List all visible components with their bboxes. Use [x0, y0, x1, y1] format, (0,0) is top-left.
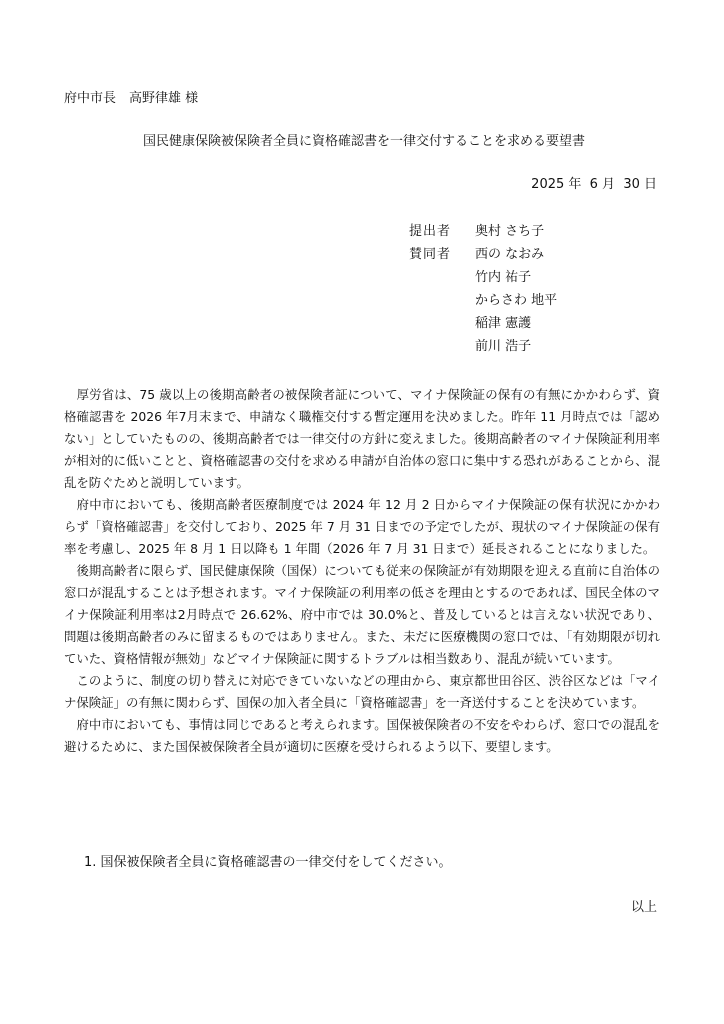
body-paragraph: 府中市においても、後期高齢者医療制度では 2024 年 12 月 2 日からマイナ保険証の保有状況にかかわらず「資格確認書」を交付しており、2025 年 7 月 31 日までの予定でしたが、現状のマイナ保険証の保有率を考慮し、2025 年 8 月 1 日以降も 1 年間（2026 年 7 月 31 日まで）延長されることになりました。: [64, 497, 660, 556]
request-item: 1. 国保被保険者全員に資格確認書の一律交付をしてください。: [84, 855, 452, 870]
supporter-row: [409, 312, 557, 335]
submitter-name: 奥村 さち子: [475, 224, 545, 239]
supporter-row: [409, 335, 557, 358]
submitter-row: [409, 220, 557, 243]
supporter-name: からさわ 地平: [475, 293, 558, 308]
addressee: 府中市長 高野律雄 様: [64, 91, 199, 106]
closing-mark: 以上: [630, 900, 657, 915]
submitter-role: 提出者: [409, 224, 452, 239]
body-paragraph: 府中市においても、事情は同じであると考えられます。国保被保険者の不安をやわらげ、窓口での混乱を避けるために、また国保被保険者全員が適切に医療を受けられるよう以下、要望します。: [64, 717, 660, 754]
body-text: [64, 384, 660, 758]
document-date: 2025 年 6 月 30 日: [531, 177, 657, 192]
body-paragraph: 厚労省は、75 歳以上の後期高齢者の被保険者証について、マイナ保険証の保有の有無にかかわらず、資格確認書を 2026 年7月末まで、申請なく職権交付する暫定運用を決めました。昨年 11 月時点では「認めない」としていたものの、後期高齢者では一律交付の方針に変えました。後期高齢者のマイナ保険証利用率が相対的に低いことと、資格確認書の交付を求める申請が自治体の窓口に集中する恐れがあることから、混乱を防ぐためと説明しています。: [64, 387, 660, 490]
signatories: [409, 220, 557, 358]
body-paragraph: 後期高齢者に限らず、国民健康保険（国保）についても従来の保険証が有効期限を迎える直前に自治体の窓口が混乱することは予想されます。マイナ保険証の利用率の低さを理由とするのであれば、国民全体のマイナ保険証利用率は2月時点で 26.62%、府中市では 30.0%と、普及しているとは言えない状況であり、問題は後期高齢者のみに留まるものではありません。また、未だに医療機関の窓口では、「有効期限が切れていた、資格情報が無効」などマイナ保険証に関するトラブルは相当数あり、混乱が続いています。: [64, 563, 660, 666]
supporter-name: 稲津 憲護: [475, 316, 532, 331]
supporter-name: 西の なおみ: [475, 247, 545, 262]
supporter-role: 賛同者: [409, 247, 452, 262]
supporter-name: 竹内 祐子: [475, 270, 532, 285]
supporter-row: [409, 243, 557, 266]
supporter-row: [409, 266, 557, 289]
document-title: 国民健康保険被保険者全員に資格確認書を一律交付することを求める要望書: [142, 134, 585, 149]
supporter-row: [409, 289, 557, 312]
supporter-name: 前川 浩子: [475, 339, 532, 354]
body-paragraph: このように、制度の切り替えに対応できていないなどの理由から、東京都世田谷区、渋谷区などは「マイナ保険証」の有無に関わらず、国保の加入者全員に「資格確認書」を一斉送付することを決めています。: [64, 673, 660, 710]
